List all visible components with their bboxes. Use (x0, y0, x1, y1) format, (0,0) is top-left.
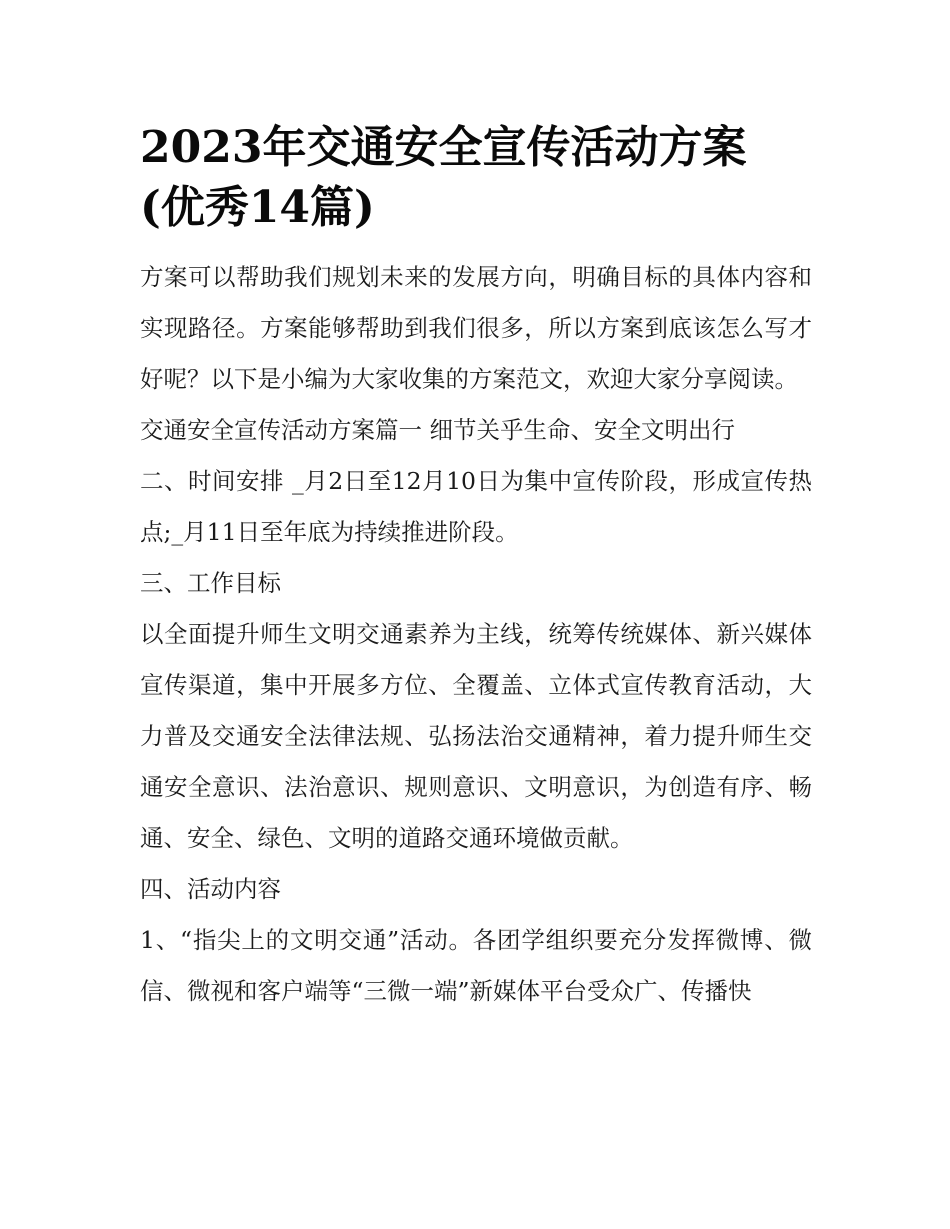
goals-paragraph: 以全面提升师生文明交通素养为主线，统筹传统媒体、新兴媒体宣传渠道，集中开展多方位、全覆盖、立体式宣传教育活动，大力普及交通安全法律法规、弘扬法治交通精神，着力提升师生交通安全意识、法治意识、规则意识、文明意识，为创造有序、畅通、安全、绿色、文明的道路交通环境做贡献。 (140, 620, 812, 852)
title-line-2: (优秀14篇) (140, 182, 375, 233)
section-heading-activities: 四、活动内容 (140, 875, 281, 903)
activity-item-paragraph: 1、“指尖上的文明交通”活动。各团学组织要充分发挥微博、微信、微视和客户端等“三微一端”新媒体平台受众广、传播快 (140, 926, 812, 1005)
document-body (140, 118, 812, 1017)
title-line-1: 2023年交通安全宣传活动方案 (140, 122, 747, 173)
schedule-paragraph: 二、时间安排 _月2日至12月10日为集中宣传阶段，形成宣传热点;_月11日至年底为持续推进阶段。 (140, 467, 812, 546)
section-heading-plan-one: 交通安全宣传活动方案篇一 细节关乎生命、安全文明出行 (140, 416, 735, 444)
intro-paragraph: 方案可以帮助我们规划未来的发展方向，明确目标的具体内容和实现路径。方案能够帮助到我们很多，所以方案到底该怎么写才好呢？以下是小编为大家收集的方案范文，欢迎大家分享阅读。 (140, 263, 812, 393)
document-title (140, 118, 812, 238)
section-heading-goals: 三、工作目标 (140, 569, 281, 597)
